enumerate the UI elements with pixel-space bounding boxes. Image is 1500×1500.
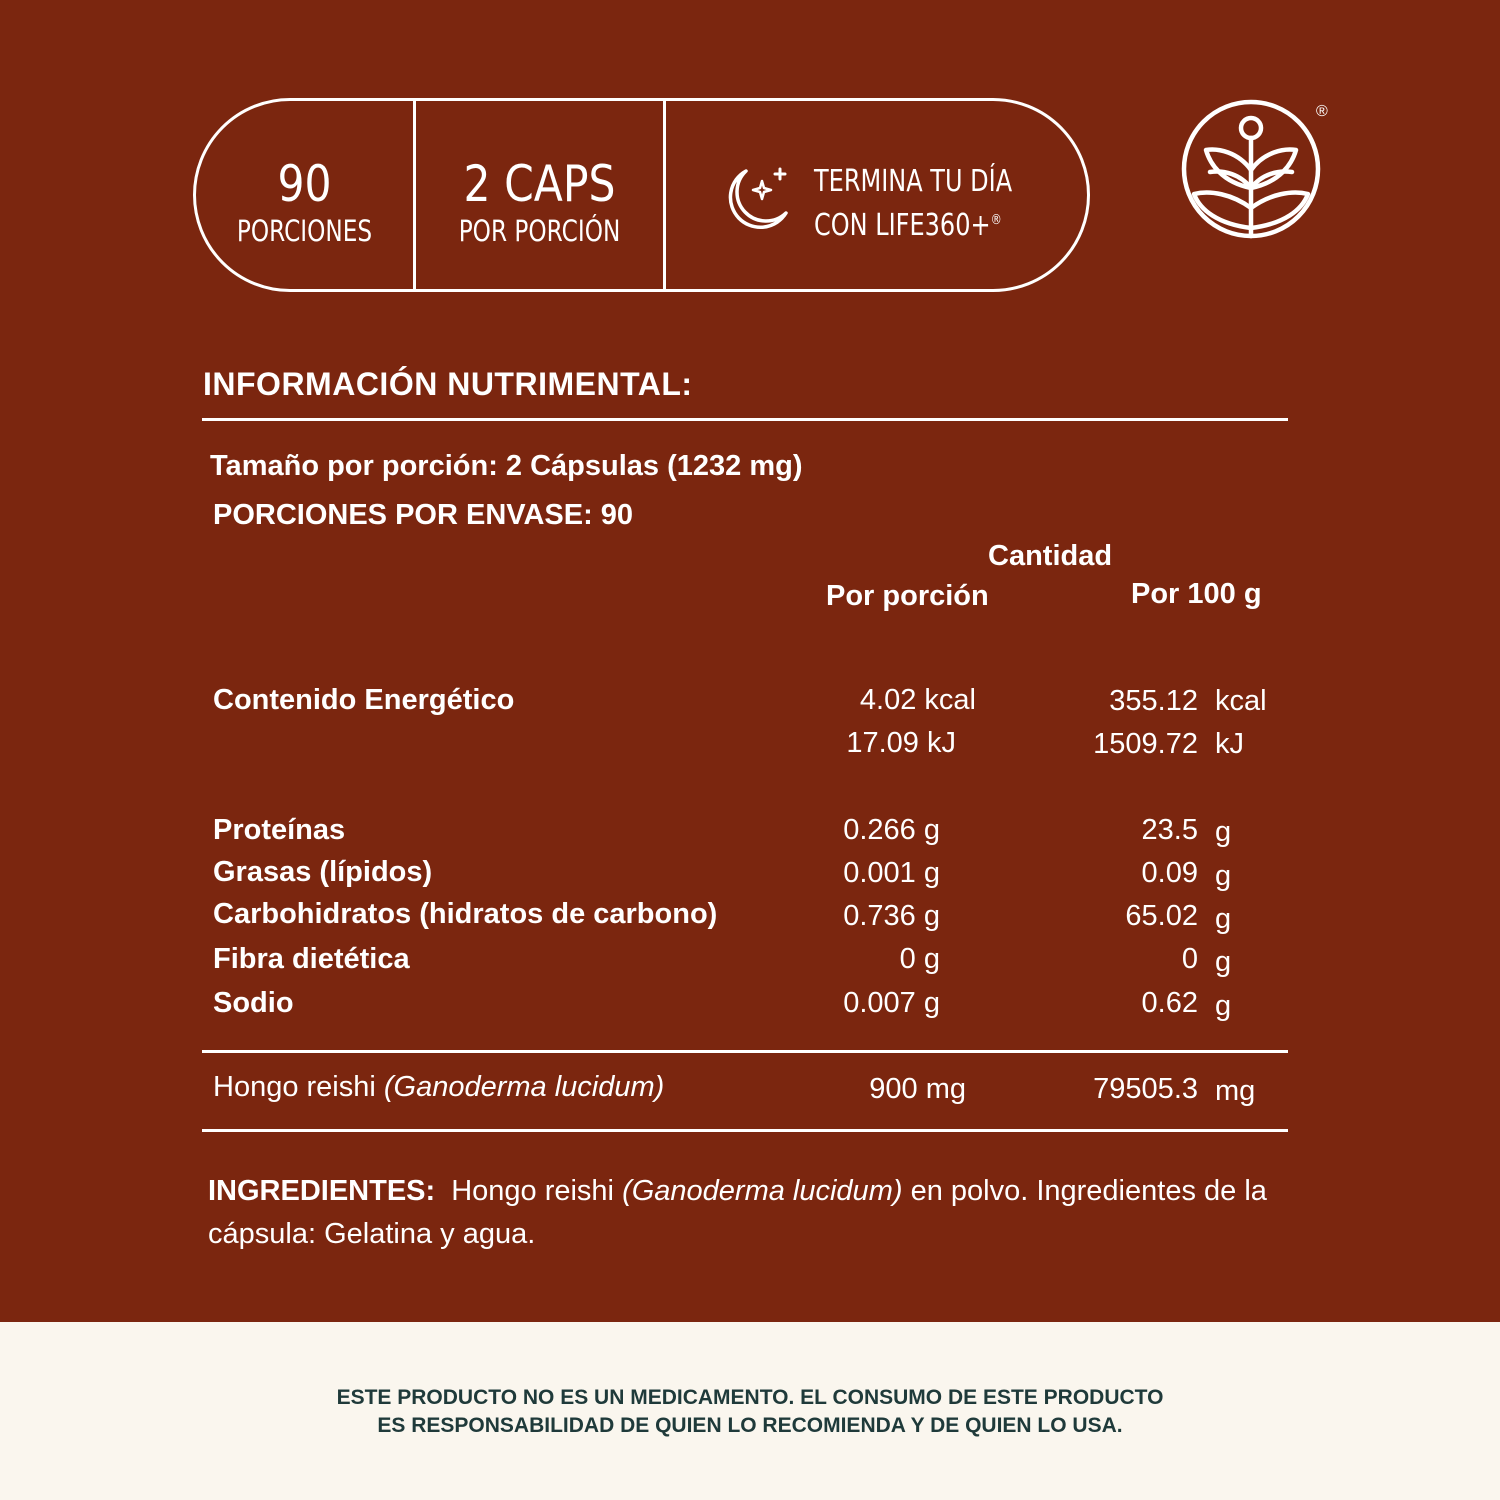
row-unit: g	[1215, 903, 1232, 935]
disclaimer-line2: ES RESPONSABILIDAD DE QUIEN LO RECOMIENDA Y DE QUIEN LO USA.	[377, 1414, 1123, 1437]
ingredients-latin: (Ganoderma lucidum)	[622, 1175, 903, 1207]
row-per-serving: 0.266 g	[843, 814, 940, 846]
reishi-per-100: 79505.3	[1093, 1073, 1198, 1105]
info-badge	[193, 98, 1090, 292]
col-per-serving: Por porción	[826, 580, 989, 612]
energy-serving-kj: 17.09 kJ	[846, 727, 956, 759]
message-text	[814, 163, 1012, 245]
energy-100-kj: 1509.72	[1093, 728, 1198, 760]
nutrition-heading: INFORMACIÓN NUTRIMENTAL:	[203, 366, 693, 402]
row-label: Grasas (lípidos)	[213, 856, 433, 888]
sprout-circle-logo	[1180, 98, 1322, 240]
row-label: Fibra dietética	[213, 943, 410, 975]
row-per-serving: 0.001 g	[843, 857, 940, 889]
message-line1: TERMINA TU DÍA	[814, 164, 1013, 199]
reishi-latin: (Ganoderma lucidum)	[383, 1071, 665, 1103]
energy-100-kj-unit: kJ	[1215, 728, 1244, 760]
col-per-100g: Por 100 g	[1131, 578, 1262, 610]
row-per-serving: 0 g	[899, 943, 940, 975]
caps-number: 2 CAPS	[463, 155, 616, 213]
row-unit: g	[1215, 816, 1232, 848]
servings-number: 90	[277, 155, 332, 213]
quantity-header: Cantidad	[988, 540, 1113, 572]
caps-label: POR PORCIÓN	[458, 214, 621, 248]
energy-100-kcal-unit: kcal	[1215, 685, 1267, 717]
reishi-unit: mg	[1215, 1075, 1256, 1107]
row-per-serving: 0.736 g	[843, 900, 940, 932]
disclaimer	[0, 1384, 1500, 1440]
registered-mark: ®	[990, 212, 1002, 228]
row-label: Proteínas	[213, 814, 346, 846]
row-per-100: 23.5	[1141, 814, 1198, 846]
divider-top	[202, 418, 1288, 421]
logo-registered-mark: ®	[1316, 103, 1328, 120]
row-label: Sodio	[213, 987, 294, 1019]
row-per-100: 0.09	[1141, 857, 1198, 889]
servings-per-container: PORCIONES POR ENVASE: 90	[213, 499, 634, 531]
ingredients-text-b: en polvo. Ingredientes de la cápsula: Gelatina y agua.	[208, 1175, 1267, 1250]
ingredients	[208, 1170, 1293, 1256]
message-cell	[666, 101, 1087, 289]
energy-label: Contenido Energético	[213, 684, 515, 716]
reishi-name: Hongo reishi	[213, 1071, 384, 1103]
row-per-serving: 0.007 g	[843, 987, 940, 1019]
energy-100-kcal: 355.12	[1109, 685, 1198, 717]
message-line2-text: CON LIFE360+	[814, 208, 991, 243]
reishi-label	[213, 1071, 664, 1104]
servings-label: PORCIONES	[236, 214, 373, 248]
row-per-100: 65.02	[1125, 900, 1198, 932]
divider-middle	[202, 1050, 1288, 1053]
caps-cell	[416, 101, 666, 289]
divider-bottom	[202, 1129, 1288, 1132]
ingredients-label: INGREDIENTES:	[208, 1175, 436, 1207]
reishi-per-serving: 900 mg	[869, 1073, 966, 1105]
servings-cell	[196, 101, 416, 289]
row-unit: g	[1215, 860, 1232, 892]
energy-serving-kcal: 4.02 kcal	[859, 684, 976, 716]
ingredients-text-a: Hongo reishi	[451, 1175, 623, 1207]
row-label: Carbohidratos (hidratos de carbono)	[213, 898, 718, 930]
moon-stars-icon	[716, 163, 792, 239]
disclaimer-line1: ESTE PRODUCTO NO ES UN MEDICAMENTO. EL CONSUMO DE ESTE PRODUCTO	[336, 1386, 1164, 1409]
row-unit: g	[1215, 946, 1232, 978]
row-per-100: 0.62	[1141, 987, 1198, 1019]
message-line2	[814, 201, 1012, 245]
serving-size: Tamaño por porción: 2 Cápsulas (1232 mg)	[210, 450, 803, 482]
row-per-100: 0	[1181, 943, 1198, 975]
row-unit: g	[1215, 990, 1232, 1022]
